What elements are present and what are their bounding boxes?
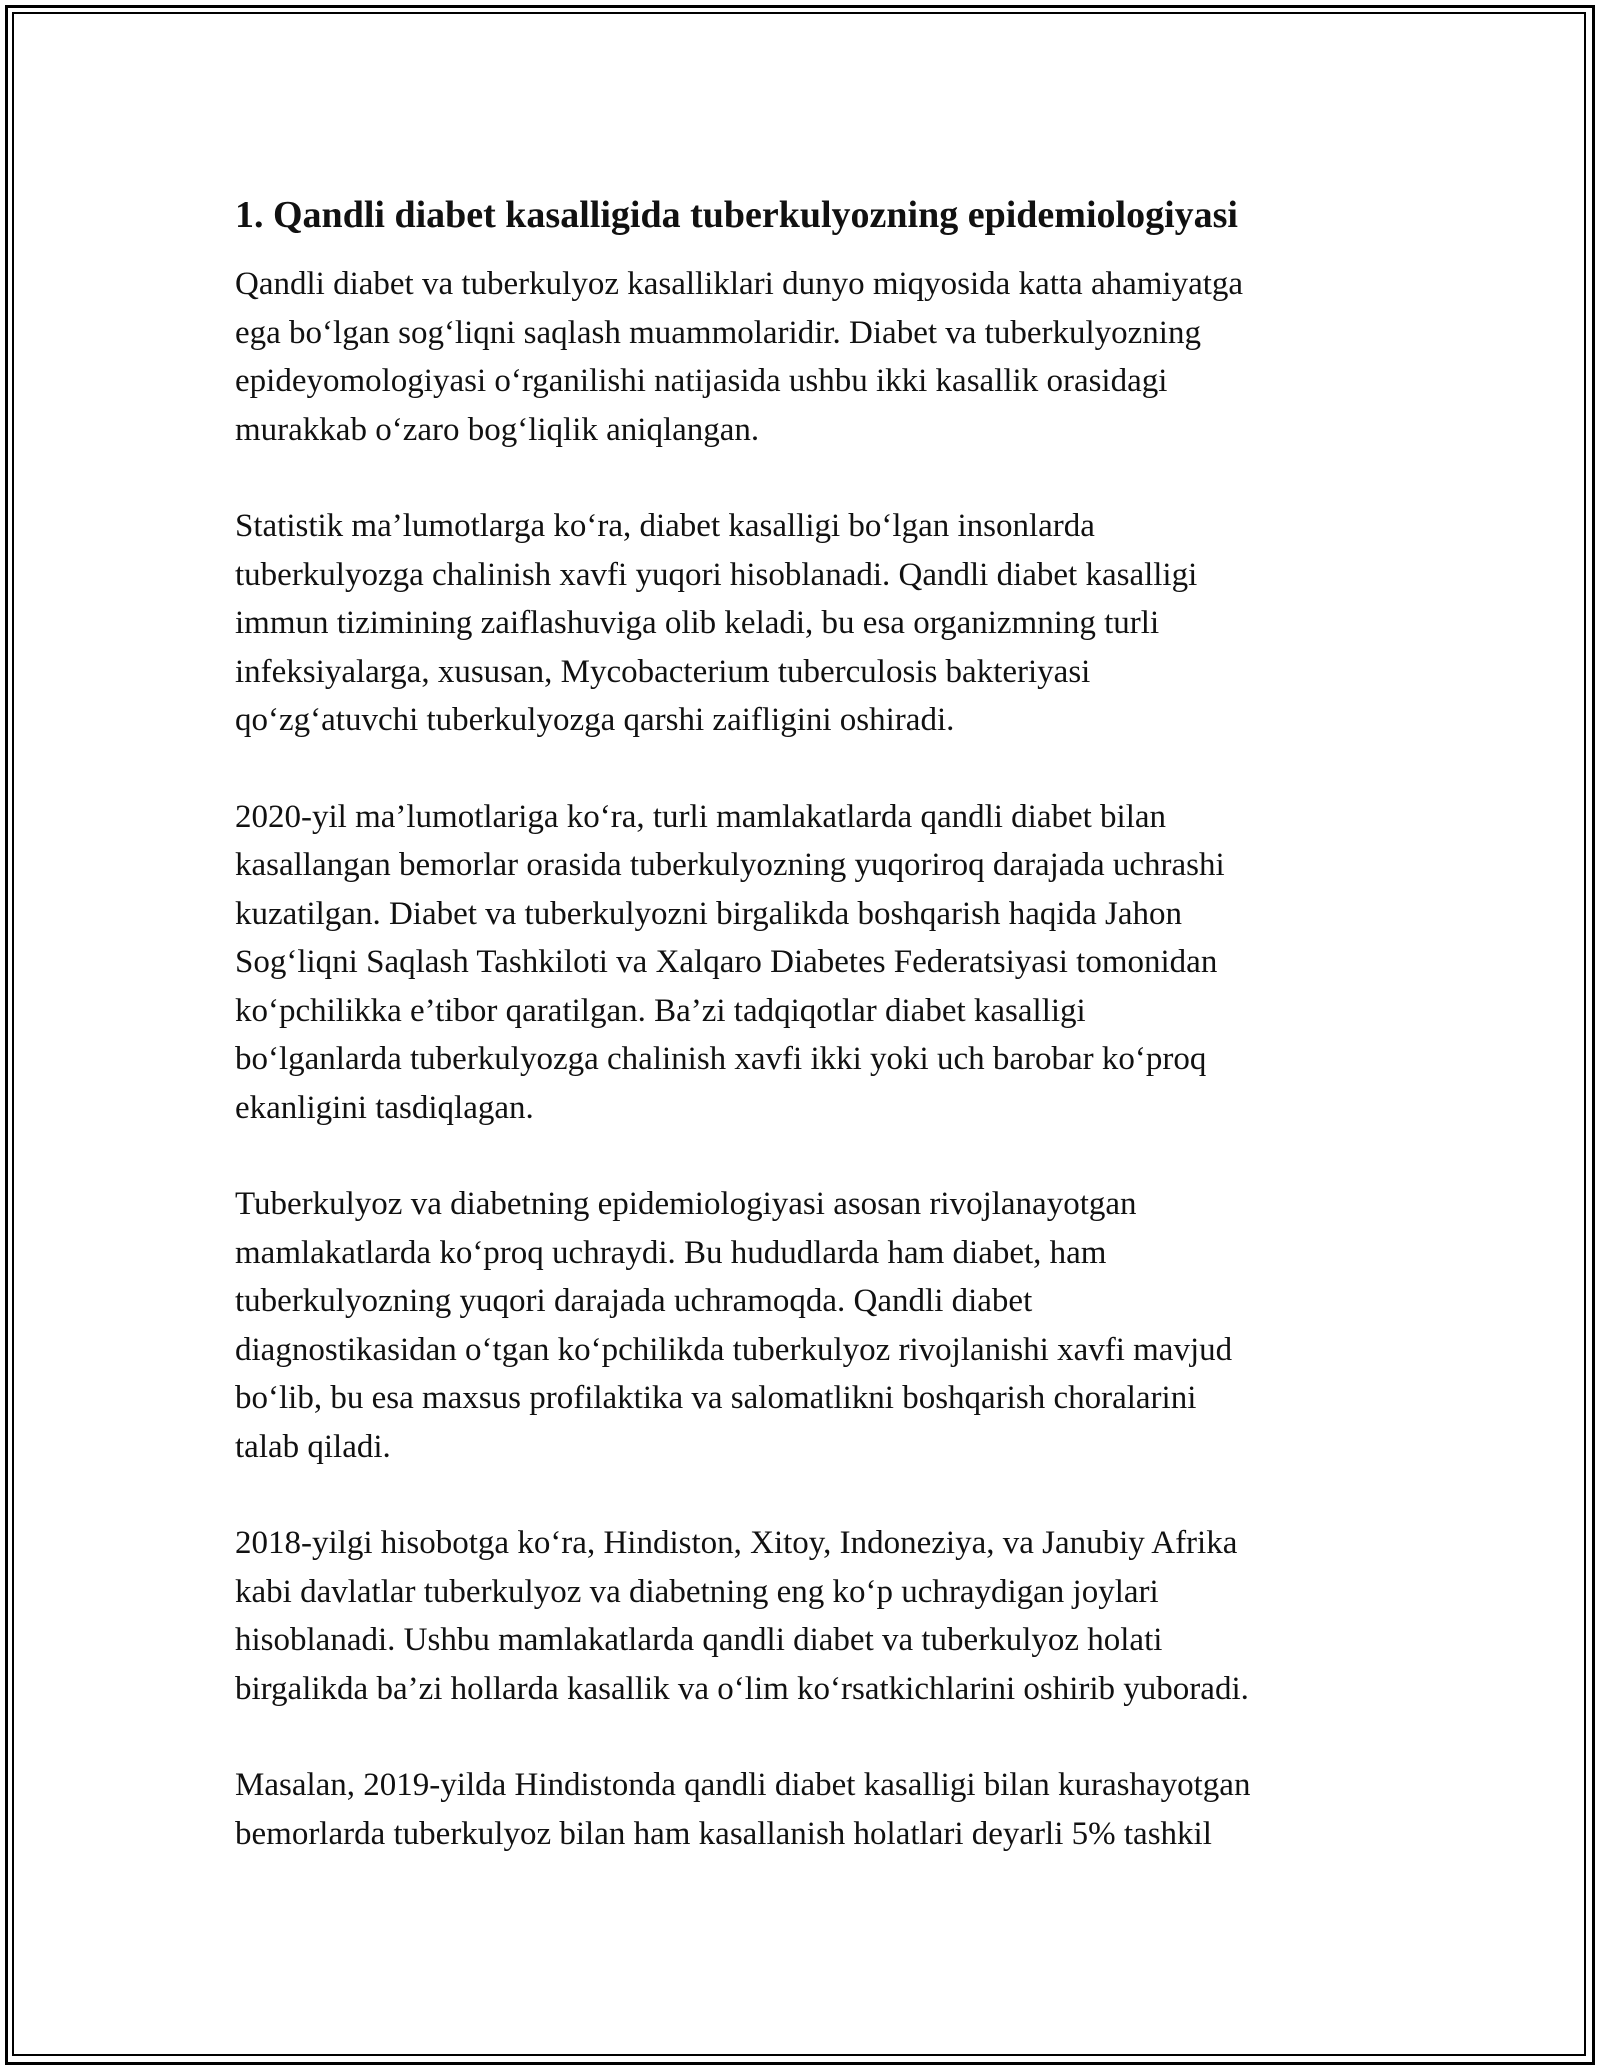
text-line: ko‘pchilikka e’tibor qaratilgan. Ba’zi tadqiqotlar diabet kasalligi xyxy=(235,992,1086,1029)
text-line: kasallangan bemorlar orasida tuberkulyozning yuqoriroq darajada uchrashi xyxy=(235,847,1225,883)
text-line: qo‘zg‘atuvchi tuberkulyozga qarshi zaifligini oshiradi. xyxy=(235,702,955,738)
text-line: mamlakatlarda ko‘proq uchraydi. Bu hududlarda ham diabet, ham xyxy=(235,1234,1107,1271)
paragraph-3 xyxy=(235,793,1375,1133)
text-line: 2020-yil ma’lumotlariga ko‘ra, turli mamlakatlarda qandli diabet bilan xyxy=(235,798,1167,835)
paragraph-5 xyxy=(235,1519,1375,1713)
text-line: Qandli diabet va tuberkulyoz kasalliklari dunyo miqyosida katta ahamiyatga xyxy=(235,266,1244,302)
paragraph-4 xyxy=(235,1180,1375,1471)
paragraph-2 xyxy=(235,502,1375,745)
text-line: epideyomologiyasi o‘rganilishi natijasida ushbu ikki kasallik orasidagi xyxy=(235,363,1168,399)
text-line: bemorlarda tuberkulyoz bilan ham kasallanish holatlari deyarli 5% tashkil xyxy=(235,1815,1212,1852)
text-line: Statistik ma’lumotlarga ko‘ra, diabet kasalligi bo‘lgan insonlarda xyxy=(235,508,1095,544)
text-line: tuberkulyozga chalinish xavfi yuqori hisoblanadi. Qandli diabet kasalligi xyxy=(235,556,1198,593)
text-line: birgalikda ba’zi hollarda kasallik va o‘lim ko‘rsatkichlarini oshirib yuboradi. xyxy=(235,1670,1249,1707)
text-line: talab qiladi. xyxy=(235,1428,391,1465)
text-line: tuberkulyozning yuqori darajada uchramoqda. Qandli diabet xyxy=(235,1283,1033,1319)
text-line: Sog‘liqni Saqlash Tashkiloti va Xalqaro Diabetes Federatsiyasi tomonidan xyxy=(235,944,1218,980)
text-line: ekanligini tasdiqlagan. xyxy=(235,1089,534,1126)
text-line: diagnostikasidan o‘tgan ko‘pchilikda tuberkulyoz rivojlanishi xavfi mavjud xyxy=(235,1331,1233,1368)
text-line: immun tizimining zaiflashuviga olib keladi, bu esa organizmning turli xyxy=(235,605,1160,641)
paragraph-1 xyxy=(235,260,1375,454)
paragraph-6 xyxy=(235,1761,1375,1858)
text-line: infeksiyalarga, xususan, Mycobacterium tuberculosis bakteriyasi xyxy=(235,653,1091,690)
text-line: hisoblanadi. Ushbu mamlakatlarda qandli diabet va tuberkulyoz holati xyxy=(235,1622,1163,1658)
text-line: Tuberkulyoz va diabetning epidemiologiyasi asosan rivojlanayotgan xyxy=(235,1186,1137,1222)
text-line: kuzatilgan. Diabet va tuberkulyozni birgalikda boshqarish haqida Jahon xyxy=(235,895,1182,932)
text-line: bo‘lib, bu esa maxsus profilaktika va salomatlikni boshqarish choralarini xyxy=(235,1380,1197,1416)
text-line: Masalan, 2019-yilda Hindistonda qandli diabet kasalligi bilan kurashayotgan xyxy=(235,1767,1251,1803)
text-line: kabi davlatlar tuberkulyoz va diabetning eng ko‘p uchraydigan joylari xyxy=(235,1573,1159,1610)
text-line: murakkab o‘zaro bog‘liqlik aniqlangan. xyxy=(235,411,760,448)
text-line: 2018-yilgi hisobotga ko‘ra, Hindiston, Xitoy, Indoneziya, va Janubiy Afrika xyxy=(235,1525,1238,1561)
text-line: ega bo‘lgan sog‘liqni saqlash muammolaridir. Diabet va tuberkulyozning xyxy=(235,314,1201,351)
section-heading: 1. Qandli diabet kasalligida tuberkulyozning epidemiologiyasi xyxy=(235,194,1238,236)
document-body xyxy=(235,188,1375,1906)
text-line: bo‘lganlarda tuberkulyozga chalinish xavfi ikki yoki uch barobar ko‘proq xyxy=(235,1041,1207,1077)
